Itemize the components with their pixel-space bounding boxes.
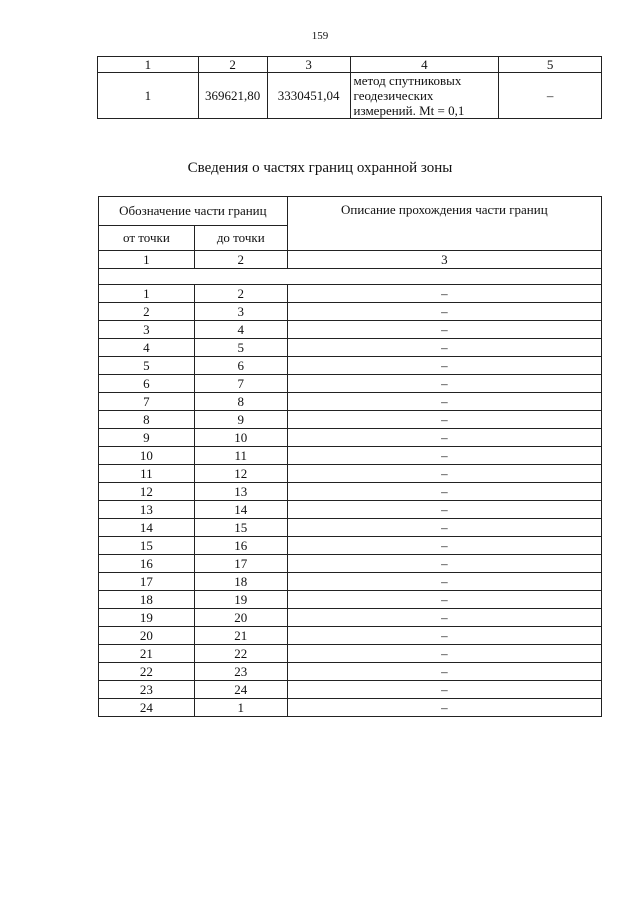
table-row bbox=[99, 519, 602, 537]
coordinate-x: 369621,80 bbox=[198, 73, 267, 119]
table-row bbox=[99, 501, 602, 519]
header-to-point: до точки bbox=[194, 226, 287, 251]
table-row bbox=[99, 627, 602, 645]
description: – bbox=[287, 645, 601, 663]
to-point: 5 bbox=[194, 339, 287, 357]
from-point: 15 bbox=[99, 537, 195, 555]
from-point: 24 bbox=[99, 699, 195, 717]
col-header-4: 4 bbox=[350, 57, 499, 73]
description: – bbox=[287, 681, 601, 699]
table-row bbox=[99, 375, 602, 393]
description: – bbox=[287, 591, 601, 609]
table-row bbox=[99, 339, 602, 357]
method-line-3: измерений. Mt = 0,1 bbox=[353, 103, 465, 118]
to-point: 21 bbox=[194, 627, 287, 645]
table-row bbox=[99, 609, 602, 627]
col-header-5: 5 bbox=[499, 57, 602, 73]
table-row bbox=[99, 681, 602, 699]
method-description bbox=[350, 73, 499, 119]
description: – bbox=[287, 501, 601, 519]
to-point: 1 bbox=[194, 699, 287, 717]
table-row bbox=[99, 321, 602, 339]
to-point: 4 bbox=[194, 321, 287, 339]
page-number: 159 bbox=[311, 30, 329, 42]
from-point: 1 bbox=[99, 285, 195, 303]
description: – bbox=[287, 519, 601, 537]
to-point: 15 bbox=[194, 519, 287, 537]
to-point: 11 bbox=[194, 447, 287, 465]
boundary-parts-table bbox=[98, 196, 602, 717]
empty-cell bbox=[99, 269, 602, 285]
from-point: 3 bbox=[99, 321, 195, 339]
coordinate-y: 3330451,04 bbox=[267, 73, 350, 119]
description: – bbox=[287, 429, 601, 447]
from-point: 7 bbox=[99, 393, 195, 411]
to-point: 19 bbox=[194, 591, 287, 609]
description: – bbox=[287, 699, 601, 717]
from-point: 8 bbox=[99, 411, 195, 429]
table-row bbox=[99, 663, 602, 681]
description: – bbox=[287, 411, 601, 429]
table-row bbox=[99, 411, 602, 429]
description: – bbox=[287, 609, 601, 627]
point-number: 1 bbox=[98, 73, 199, 119]
table-row bbox=[99, 699, 602, 717]
from-point: 4 bbox=[99, 339, 195, 357]
col-header-3: 3 bbox=[267, 57, 350, 73]
section-title: Сведения о частях границ охранной зоны bbox=[187, 160, 453, 176]
description: – bbox=[287, 447, 601, 465]
table-row bbox=[99, 303, 602, 321]
empty-row bbox=[99, 269, 602, 285]
table-row bbox=[99, 465, 602, 483]
description: – bbox=[287, 339, 601, 357]
description: – bbox=[287, 483, 601, 501]
coordinates-header-row bbox=[98, 57, 602, 73]
to-point: 12 bbox=[194, 465, 287, 483]
description: – bbox=[287, 537, 601, 555]
from-point: 17 bbox=[99, 573, 195, 591]
table-row bbox=[99, 537, 602, 555]
col-number-1: 1 bbox=[99, 251, 195, 269]
to-point: 8 bbox=[194, 393, 287, 411]
to-point: 3 bbox=[194, 303, 287, 321]
from-point: 12 bbox=[99, 483, 195, 501]
to-point: 9 bbox=[194, 411, 287, 429]
col-number-3: 3 bbox=[287, 251, 601, 269]
to-point: 16 bbox=[194, 537, 287, 555]
table-row bbox=[99, 555, 602, 573]
from-point: 13 bbox=[99, 501, 195, 519]
to-point: 18 bbox=[194, 573, 287, 591]
description: – bbox=[287, 321, 601, 339]
from-point: 6 bbox=[99, 375, 195, 393]
table-row bbox=[99, 357, 602, 375]
from-point: 10 bbox=[99, 447, 195, 465]
from-point: 22 bbox=[99, 663, 195, 681]
to-point: 7 bbox=[194, 375, 287, 393]
col-header-2: 2 bbox=[198, 57, 267, 73]
from-point: 23 bbox=[99, 681, 195, 699]
description: – bbox=[287, 357, 601, 375]
description: – bbox=[287, 627, 601, 645]
to-point: 13 bbox=[194, 483, 287, 501]
table-row bbox=[99, 285, 602, 303]
to-point: 20 bbox=[194, 609, 287, 627]
from-point: 14 bbox=[99, 519, 195, 537]
description: – bbox=[287, 465, 601, 483]
table-row bbox=[99, 393, 602, 411]
from-point: 11 bbox=[99, 465, 195, 483]
to-point: 22 bbox=[194, 645, 287, 663]
coordinates-table bbox=[97, 56, 602, 119]
to-point: 6 bbox=[194, 357, 287, 375]
to-point: 14 bbox=[194, 501, 287, 519]
description: – bbox=[287, 285, 601, 303]
to-point: 24 bbox=[194, 681, 287, 699]
table-row bbox=[99, 591, 602, 609]
to-point: 17 bbox=[194, 555, 287, 573]
table-row bbox=[99, 483, 602, 501]
table-row bbox=[99, 429, 602, 447]
to-point: 10 bbox=[194, 429, 287, 447]
to-point: 23 bbox=[194, 663, 287, 681]
table-row bbox=[99, 645, 602, 663]
header-part-designation: Обозначение части границ bbox=[99, 197, 288, 226]
from-point: 9 bbox=[99, 429, 195, 447]
col-number-2: 2 bbox=[194, 251, 287, 269]
description: – bbox=[287, 555, 601, 573]
table-row bbox=[99, 573, 602, 591]
table-row bbox=[99, 447, 602, 465]
coordinates-row bbox=[98, 73, 602, 119]
header-description: Описание прохождения части границ bbox=[287, 197, 601, 251]
method-line-2: геодезических bbox=[353, 88, 434, 103]
col-header-1: 1 bbox=[98, 57, 199, 73]
from-point: 21 bbox=[99, 645, 195, 663]
to-point: 2 bbox=[194, 285, 287, 303]
column-5-value: – bbox=[499, 73, 602, 119]
column-numbers-row bbox=[99, 251, 602, 269]
from-point: 18 bbox=[99, 591, 195, 609]
method-line-1: метод спутниковых bbox=[353, 73, 462, 88]
header-from-point: от точки bbox=[99, 226, 195, 251]
description: – bbox=[287, 375, 601, 393]
header-row-1 bbox=[99, 197, 602, 226]
description: – bbox=[287, 663, 601, 681]
from-point: 5 bbox=[99, 357, 195, 375]
description: – bbox=[287, 393, 601, 411]
from-point: 20 bbox=[99, 627, 195, 645]
description: – bbox=[287, 573, 601, 591]
from-point: 16 bbox=[99, 555, 195, 573]
description: – bbox=[287, 303, 601, 321]
from-point: 2 bbox=[99, 303, 195, 321]
from-point: 19 bbox=[99, 609, 195, 627]
